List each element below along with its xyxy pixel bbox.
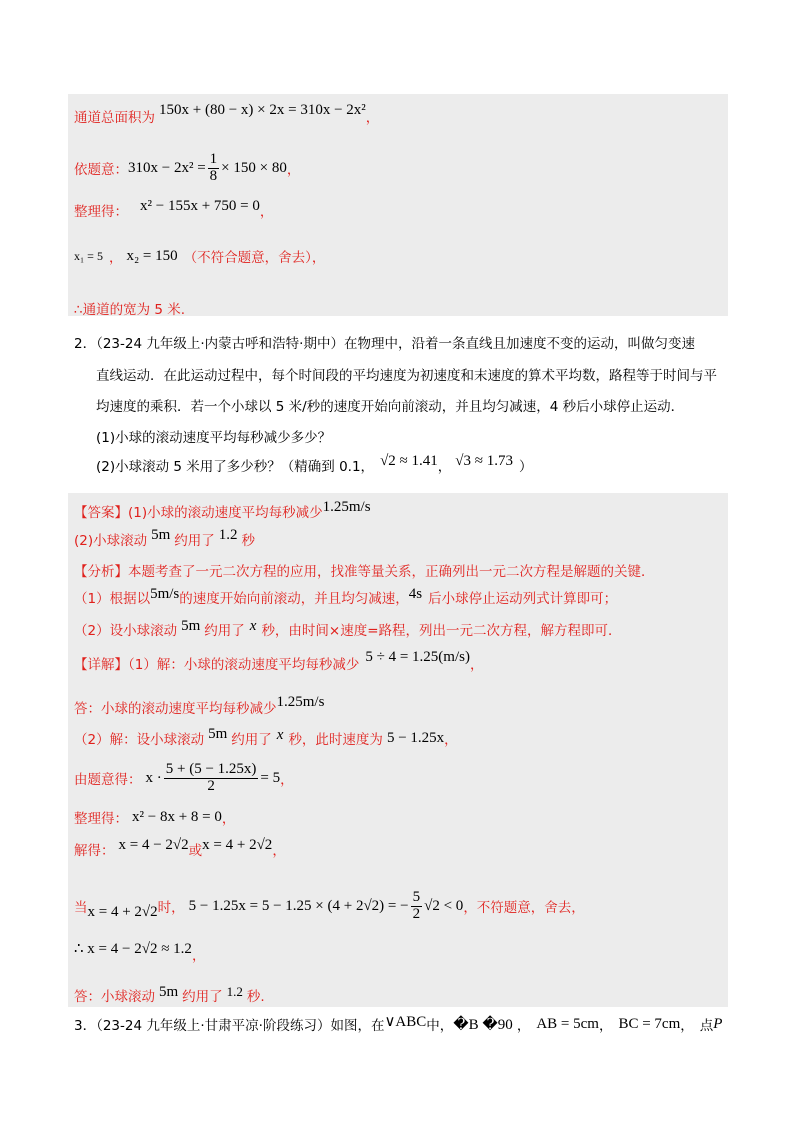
area-equation: 150x + (80 − x) × 2x = 310x − 2x² xyxy=(159,101,366,118)
solution-line: 解得： x = 4 − 2√2 或 x = 4 + 2√2 ， xyxy=(74,836,286,859)
detail-line2: （2）解：设小球滚动 5m 约用了 x 秒，此时速度为 5 − 1.25x ， xyxy=(74,725,458,748)
problem2-line2: 直线运动．在此运动过程中，每个时间段的平均速度为初速度和末速度的算术平均数，路程等于时间与平 xyxy=(96,368,717,384)
simplify-line: 整理得： x² − 8x + 8 = 0 ， xyxy=(74,808,236,827)
answer-line1: 【答案】(1)小球的滚动速度平均每秒减少 1.25m/s xyxy=(74,498,371,521)
problem2-q1: (1)小球的滚动速度平均每秒减少多少？ xyxy=(96,430,332,446)
problem2-q2: (2)小球滚动 5 米用了多少秒？（精确到 0.1， √2 ≈ 1.41 ， √3 ≈ 1.73 ） xyxy=(96,452,533,475)
analysis-line2: （1）根据以 5m/s 的速度开始向前滚动，并且均匀减速， 4s 后小球停止运动列式计算即可； xyxy=(74,585,618,607)
analysis-line1: 【分析】本题考查了一元二次方程的应用，找准等量关系，正确列出一元二次方程是解题的关键． xyxy=(74,564,655,580)
analysis-line3: （2）设小球滚动 5m 约用了 x 秒，由时间×速度=路程，列出一元二次方程，解方程即可． xyxy=(74,617,622,639)
final-answer-line: 答：小球滚动 5m 约用了 1.2 秒. xyxy=(74,983,265,1005)
block1-line5: ∴通道的宽为 5 米. xyxy=(74,302,186,318)
detail-line1: 【详解】（1）解：小球的滚动速度平均每秒减少 5 ÷ 4 = 1.25(m/s) ， xyxy=(74,648,484,673)
answer-line2: (2)小球滚动 5m 约用了 1.2 秒 xyxy=(74,526,256,549)
block1-line3: 整理得： x² − 155x + 750 = 0 ， xyxy=(74,197,274,220)
problem2-line1: 2．（23-24 九年级上·内蒙古呼和浩特·期中）在物理中，沿着一条直线且加速度不变的运动，叫做匀变速 xyxy=(74,336,695,352)
block1-line4: x₁ = 5 ， x₂ = 150 （不符合题意，舍去）， xyxy=(74,247,326,266)
answer-statement-1: 答：小球的滚动速度平均每秒减少 1.25m/s xyxy=(74,693,325,717)
equation-line: 由题意得： x · $\frac{5 + (5 - 1.25x)}{2}$ = 5 ， xyxy=(74,760,294,794)
therefore-line: ∴ x = 4 − 2√2 ≈ 1.2 ， xyxy=(74,940,206,964)
problem3-line: 3．（23-24 九年级上·甘肃平凉·阶段练习）如图，在 ∨ABC 中， �B �90 ， AB = 5cm ， BC = 7cm ， 点 P xyxy=(74,1013,723,1034)
block1-line2: 依题意： 310x − 2x² = $\frac{1}{8}$ × 150 × 80 ， xyxy=(74,150,301,184)
block1-line1: 通道总面积为 150x + (80 − x) × 2x = 310x − 2x² ， xyxy=(74,101,380,126)
problem2-line3: 均速度的乘积．若一个小球以 5 米/秒的速度开始向前滚动，并且均匀减速，4 秒后小球停止运动． xyxy=(96,399,685,415)
reject-line: 当 x = 4 + 2√2 时， 5 − 1.25x = 5 − 1.25 × (4 + 2√2) = − $\frac{5}{2}$ √2 < 0 ，不符题意，舍去， xyxy=(74,888,585,922)
